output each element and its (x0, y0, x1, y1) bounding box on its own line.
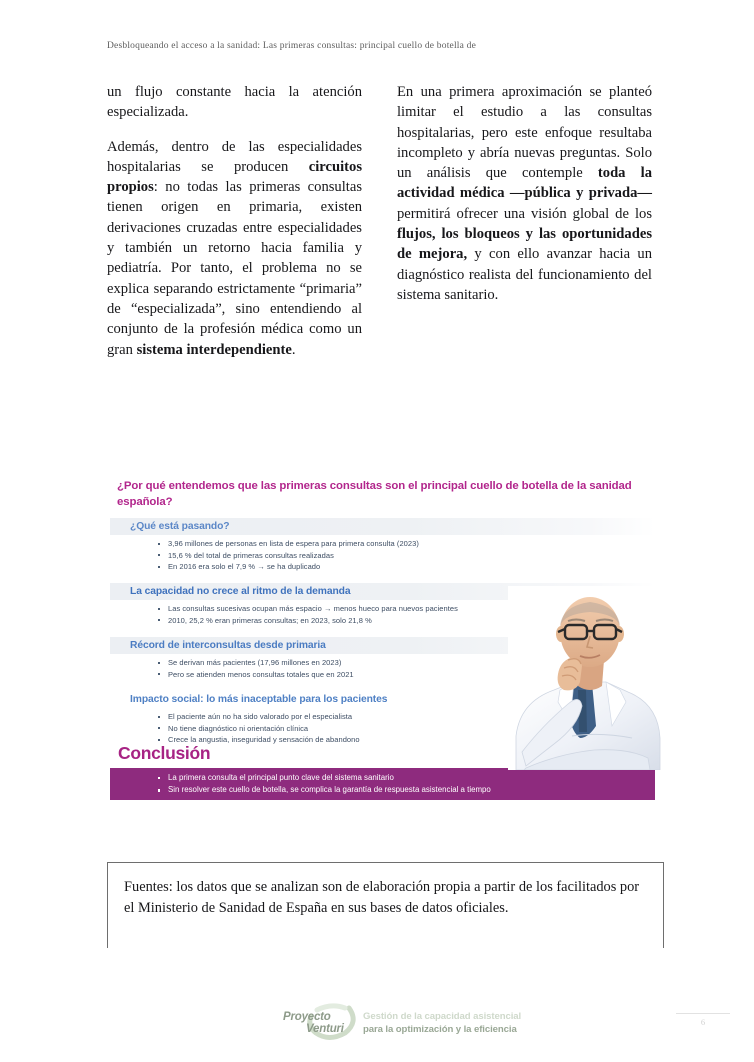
running-head: Desbloqueando el acceso a la sanidad: Las primeras consultas: principal cuello de botella de (107, 41, 476, 51)
left-column (107, 82, 362, 442)
logo-word-proyecto: Proyecto (283, 1011, 331, 1023)
page-number-rule (676, 1013, 730, 1014)
section-heading: ¿Qué está pasando? (110, 518, 655, 535)
bullet-item: En 2016 era solo el 7,9 % → se ha duplicado (110, 561, 655, 573)
bullet-item: 3,96 millones de personas en lista de espera para primera consulta (2023) (110, 538, 655, 550)
bullet-item: Pero se atienden menos consultas totales que en 2021 (110, 669, 655, 681)
bullet-item: 2010, 25,2 % eran primeras consultas; en 2023, solo 21,8 % (110, 615, 655, 627)
conclusion-heading: Conclusión (118, 743, 211, 763)
body-columns (107, 82, 653, 442)
section-heading: Impacto social: lo más inaceptable para los pacientes (130, 694, 388, 705)
bullet-item: 15,6 % del total de primeras consultas realizadas (110, 550, 655, 562)
conclusion-band (110, 768, 655, 800)
logo-tagline-line-2: para la optimización y la eficiencia (363, 1024, 517, 1035)
bullet-item: El paciente aún no ha sido valorado por el especialista (110, 711, 655, 723)
section-heading: Récord de interconsultas desde primaria (110, 637, 655, 654)
paragraph: En una primera aproximación se planteó limitar el estudio a las consultas hospitalarias, pero este enfoque resultaba incompleto y abría nuevas preguntas. Solo un análisis que contemple toda la actividad médica —pública y privada— permitirá ofrecer una visión global de los flujos, los bloqueos y las oportunidades de mejora, y con ello avanzar hacia un diagnóstico realista del funcionamiento del sistema sanitario. (397, 84, 652, 303)
footer-logo (283, 1000, 543, 1044)
logo-word-venturi: Venturi (306, 1023, 344, 1035)
section-heading: La capacidad no crece al ritmo de la demanda (110, 583, 655, 600)
infographic-title: ¿Por qué entendemos que las primeras consultas son el principal cuello de botella de la sanidad española? (117, 480, 632, 508)
doctor-thinking-photo (508, 586, 664, 770)
bullet-item: Crece la angustia, inseguridad y sensación de abandono (110, 734, 655, 746)
page-number: 6 (700, 1017, 706, 1027)
paragraph: un flujo constante hacia la atención especializada. (107, 84, 362, 121)
paragraph: Además, dentro de las especialidades hospitalarias se producen circuitos propios: no todas las primeras consultas tienen origen en primaria, existen derivaciones cruzadas entre especialidades y también un retorno hacia familia y pediatría. Por tanto, el problema no se explica separando estrictamente “primaria” de “especializada”, sino entendiendo al conjunto de la profesión médica como un gran sistema interdependiente. (107, 138, 362, 358)
right-column (397, 82, 652, 442)
bullet-item: Se derivan más pacientes (17,96 millones en 2023) (110, 657, 655, 669)
conclusion-bullets (110, 768, 655, 797)
logo-tagline-line-1: Gestión de la capacidad asistencial (363, 1011, 522, 1022)
infographic-section-1 (110, 518, 655, 573)
bullet-item: Sin resolver este cuello de botella, se complica la garantía de respuesta asistencial a tiempo (110, 784, 655, 796)
sources-box (107, 862, 664, 948)
bullet-item: No tiene diagnóstico ni orientación clínica (110, 723, 655, 735)
bullet-item: Las consultas sucesivas ocupan más espacio → menos hueco para nuevos pacientes (110, 603, 655, 615)
bullet-item: La primera consulta el principal punto clave del sistema sanitario (110, 772, 655, 784)
section-bullets (110, 538, 655, 573)
sources-text: Fuentes: los datos que se analizan son de elaboración propia a partir de los facilitados por el Ministerio de Sanidad de España en sus bases de datos oficiales. (124, 879, 640, 916)
